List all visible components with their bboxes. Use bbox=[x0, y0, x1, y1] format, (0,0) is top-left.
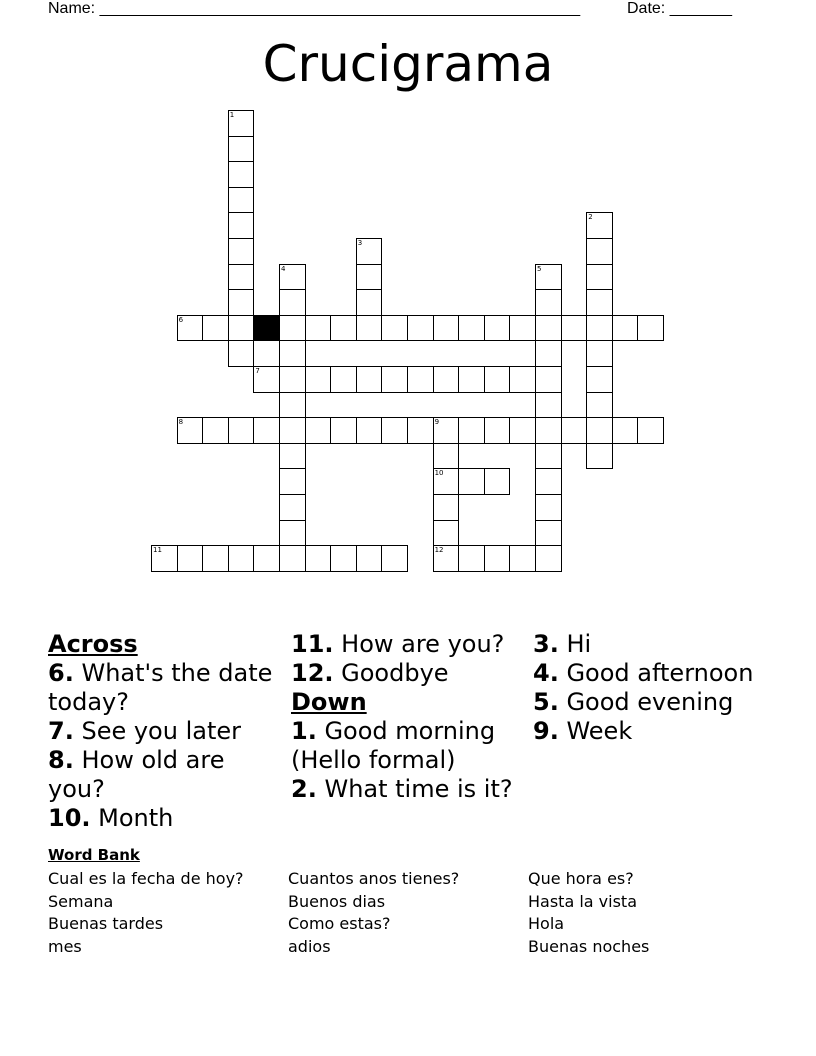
grid-cell[interactable] bbox=[279, 520, 306, 547]
grid-cell[interactable] bbox=[433, 366, 460, 393]
grid-cell[interactable] bbox=[228, 187, 255, 214]
grid-cell[interactable] bbox=[433, 520, 460, 547]
grid-cell[interactable] bbox=[535, 264, 562, 291]
grid-cell[interactable] bbox=[586, 264, 613, 291]
grid-cell[interactable] bbox=[279, 264, 306, 291]
clue-across-11: 11. How are you? bbox=[291, 630, 505, 658]
clue-down-1: 1. Good morning (Hello formal) bbox=[291, 717, 496, 774]
grid-cell[interactable] bbox=[228, 340, 255, 367]
grid-cell[interactable] bbox=[535, 315, 562, 342]
grid-cell[interactable] bbox=[586, 366, 613, 393]
word-bank-column-2 bbox=[288, 868, 459, 959]
cell-number: 1 bbox=[229, 111, 235, 119]
grid-cell[interactable] bbox=[356, 289, 383, 316]
cell-number: 11 bbox=[153, 546, 162, 555]
grid-cell[interactable] bbox=[407, 417, 434, 444]
word-bank-item: Buenas tardes bbox=[48, 914, 164, 934]
grid-cell[interactable] bbox=[433, 494, 460, 521]
word-bank-item: Buenos dias bbox=[288, 891, 386, 911]
grid-cell[interactable] bbox=[586, 340, 613, 367]
grid-cell[interactable] bbox=[535, 392, 562, 419]
grid-cell[interactable] bbox=[561, 417, 588, 444]
grid-cell[interactable] bbox=[228, 289, 255, 316]
word-bank-title: Word Bank bbox=[48, 846, 140, 864]
grid-cell[interactable] bbox=[305, 315, 332, 342]
grid-cell[interactable] bbox=[228, 212, 255, 239]
grid-cell[interactable] bbox=[228, 417, 255, 444]
clues-column-3 bbox=[533, 630, 773, 746]
down-heading: Down bbox=[291, 688, 367, 716]
grid-cell[interactable] bbox=[535, 289, 562, 316]
grid-cell[interactable] bbox=[228, 161, 255, 188]
grid-cell[interactable] bbox=[356, 545, 383, 572]
grid-cell[interactable] bbox=[330, 417, 357, 444]
name-field[interactable]: Name: ______________________________________________________ bbox=[48, 0, 581, 17]
grid-cell[interactable] bbox=[253, 545, 280, 572]
across-heading: Across bbox=[48, 630, 138, 658]
grid-cell[interactable] bbox=[381, 417, 408, 444]
word-bank-column-3 bbox=[528, 868, 649, 959]
cell-number: 4 bbox=[281, 264, 286, 273]
grid-cell[interactable] bbox=[586, 443, 613, 470]
word-bank-item: adios bbox=[288, 937, 331, 957]
grid-cell[interactable] bbox=[509, 545, 536, 572]
grid-cell[interactable] bbox=[356, 238, 383, 265]
grid-cell[interactable] bbox=[330, 366, 357, 393]
grid-cell[interactable] bbox=[305, 417, 332, 444]
grid-cell[interactable] bbox=[561, 315, 588, 342]
grid-cell[interactable] bbox=[177, 315, 204, 342]
word-bank-item: Que hora es? bbox=[528, 869, 634, 888]
grid-cell[interactable] bbox=[228, 238, 255, 265]
grid-cell[interactable] bbox=[356, 417, 383, 444]
grid-cell[interactable] bbox=[509, 417, 536, 444]
grid-cell[interactable] bbox=[484, 417, 511, 444]
grid-cell-black bbox=[253, 315, 280, 342]
word-bank-item: Cual es la fecha de hoy? bbox=[48, 869, 244, 888]
cell-number: 5 bbox=[537, 264, 542, 273]
word-bank-column-1 bbox=[48, 868, 244, 959]
grid-cell[interactable] bbox=[458, 468, 485, 495]
grid-cell[interactable] bbox=[458, 417, 485, 444]
grid-cell[interactable] bbox=[637, 417, 664, 444]
clue-across-12: 12. Goodbye bbox=[291, 659, 449, 687]
cell-number: 2 bbox=[588, 213, 593, 222]
clue-across-6: 6. What's the date today? bbox=[48, 659, 273, 716]
cell-number: 7 bbox=[255, 367, 260, 375]
grid-cell[interactable] bbox=[228, 136, 255, 163]
grid-cell[interactable] bbox=[433, 315, 460, 342]
grid-cell[interactable] bbox=[228, 264, 255, 291]
cell-number: 12 bbox=[434, 546, 444, 555]
word-bank-item: Cuantos anos tienes? bbox=[288, 869, 460, 888]
grid-cell[interactable] bbox=[535, 443, 562, 470]
grid-cell[interactable] bbox=[535, 340, 562, 367]
grid-cell[interactable] bbox=[356, 264, 383, 291]
clues-column-2 bbox=[291, 630, 526, 804]
grid-cell[interactable] bbox=[177, 545, 204, 572]
grid-cell[interactable] bbox=[433, 443, 460, 470]
grid-cell[interactable] bbox=[356, 315, 383, 342]
grid-cell[interactable] bbox=[535, 366, 562, 393]
cell-number: 6 bbox=[178, 315, 184, 324]
grid-cell[interactable] bbox=[279, 315, 306, 342]
word-bank-item: Hola bbox=[528, 914, 565, 934]
clue-across-8: 8. How old are you? bbox=[48, 746, 225, 803]
grid-cell[interactable] bbox=[433, 417, 460, 444]
word-bank-item: mes bbox=[48, 937, 82, 957]
clue-across-7: 7. See you later bbox=[48, 717, 241, 745]
grid-cell[interactable] bbox=[535, 417, 562, 444]
grid-cell[interactable] bbox=[279, 545, 306, 572]
clue-down-2: 2. What time is it? bbox=[291, 775, 513, 803]
grid-cell[interactable] bbox=[484, 468, 511, 495]
grid-cell[interactable] bbox=[151, 545, 178, 572]
grid-cell[interactable] bbox=[407, 315, 434, 342]
grid-cell[interactable] bbox=[433, 545, 460, 572]
cell-number: 9 bbox=[434, 418, 440, 427]
grid-cell[interactable] bbox=[381, 545, 408, 572]
grid-cell[interactable] bbox=[586, 417, 613, 444]
clue-down-4: 4. Good afternoon bbox=[533, 659, 754, 687]
grid-cell[interactable] bbox=[484, 366, 511, 393]
grid-cell[interactable] bbox=[279, 392, 306, 419]
word-bank-item: Hasta la vista bbox=[528, 891, 637, 911]
grid-cell[interactable] bbox=[586, 315, 613, 342]
grid-cell[interactable] bbox=[305, 545, 332, 572]
grid-cell[interactable] bbox=[177, 417, 204, 444]
grid-cell[interactable] bbox=[228, 110, 255, 137]
word-bank-item: Como estas? bbox=[288, 914, 391, 934]
grid-cell[interactable] bbox=[458, 366, 485, 393]
grid-cell[interactable] bbox=[484, 545, 511, 572]
grid-cell[interactable] bbox=[330, 315, 357, 342]
grid-cell[interactable] bbox=[305, 366, 332, 393]
grid-cell[interactable] bbox=[535, 468, 562, 495]
grid-cell[interactable] bbox=[612, 417, 639, 444]
grid-cell[interactable] bbox=[535, 545, 562, 572]
grid-cell[interactable] bbox=[458, 315, 485, 342]
grid-cell[interactable] bbox=[202, 315, 229, 342]
grid-cell[interactable] bbox=[279, 340, 306, 367]
grid-cell[interactable] bbox=[586, 392, 613, 419]
grid-cell[interactable] bbox=[202, 417, 229, 444]
cell-number: 3 bbox=[357, 239, 363, 247]
word-bank-item: Buenas noches bbox=[528, 937, 650, 957]
clue-down-9: 9. Week bbox=[533, 717, 633, 745]
grid-cell[interactable] bbox=[253, 417, 280, 444]
grid-cell[interactable] bbox=[356, 366, 383, 393]
grid-cell[interactable] bbox=[586, 238, 613, 265]
grid-cell[interactable] bbox=[279, 494, 306, 521]
grid-cell[interactable] bbox=[535, 520, 562, 547]
grid-cell[interactable] bbox=[586, 212, 613, 239]
grid-cell[interactable] bbox=[458, 545, 485, 572]
page-title: Crucigrama bbox=[262, 35, 554, 93]
clue-across-10: 10. Month bbox=[48, 804, 174, 832]
cell-number: 8 bbox=[178, 418, 184, 427]
cell-number: 10 bbox=[434, 469, 444, 478]
date-field[interactable]: Date: _______ bbox=[627, 0, 732, 17]
grid-cell[interactable] bbox=[279, 366, 306, 393]
grid-cell[interactable] bbox=[509, 366, 536, 393]
word-bank-item: Semana bbox=[48, 891, 114, 911]
grid-cell[interactable] bbox=[279, 417, 306, 444]
grid-cell[interactable] bbox=[612, 315, 639, 342]
grid-cell[interactable] bbox=[407, 366, 434, 393]
grid-cell[interactable] bbox=[637, 315, 664, 342]
grid-cell[interactable] bbox=[535, 494, 562, 521]
clue-down-5: 5. Good evening bbox=[533, 688, 734, 716]
grid-cell[interactable] bbox=[228, 545, 255, 572]
grid-cell[interactable] bbox=[509, 315, 536, 342]
grid-cell[interactable] bbox=[433, 468, 460, 495]
grid-cell[interactable] bbox=[279, 289, 306, 316]
grid-cell[interactable] bbox=[330, 545, 357, 572]
grid-cell[interactable] bbox=[381, 366, 408, 393]
grid-cell[interactable] bbox=[586, 289, 613, 316]
grid-cell[interactable] bbox=[228, 315, 255, 342]
grid-cell[interactable] bbox=[279, 468, 306, 495]
clue-down-3: 3. Hi bbox=[533, 630, 592, 658]
grid-cell[interactable] bbox=[484, 315, 511, 342]
grid-cell[interactable] bbox=[202, 545, 229, 572]
clues-column-1 bbox=[48, 630, 283, 833]
grid-cell[interactable] bbox=[279, 443, 306, 470]
grid-cell[interactable] bbox=[381, 315, 408, 342]
grid-cell[interactable] bbox=[253, 366, 280, 393]
